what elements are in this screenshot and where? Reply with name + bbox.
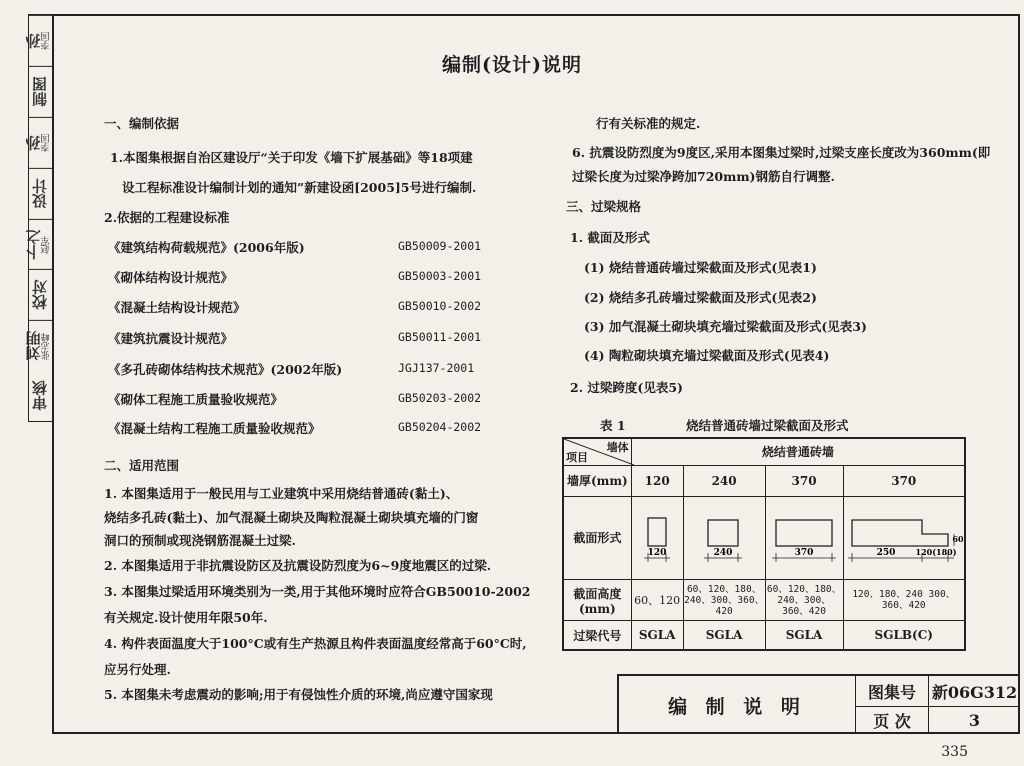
standard-name: 《砌体工程施工质量验收规范》 xyxy=(108,392,284,407)
atlas-label: 图集号 xyxy=(856,676,929,707)
standard-name: 《建筑抗震设计规范》 xyxy=(108,331,234,346)
section-shape-cell xyxy=(683,496,765,579)
thickness-cell: 370 xyxy=(843,465,965,496)
height-cell: 60、120、180、240、300、360、420 xyxy=(683,579,765,621)
s2-line: 3. 本图集过梁适用环境类别为一类,用于其他环境时应符合GB50010-2002 xyxy=(104,584,531,599)
section-shape-cell xyxy=(765,496,843,579)
lintel-spec-table xyxy=(562,437,966,651)
group-header: 烧结普通砖墙 xyxy=(631,438,965,465)
s2-line: 4. 构件表面温度大于100°C或有生产热源且构件表面温度经常高于60°C时, xyxy=(104,636,527,651)
r-line: 行有关标准的规定. xyxy=(596,116,701,131)
table-caption: 烧结普通砖墙过梁截面及形式 xyxy=(686,418,849,433)
page-number: 335 xyxy=(941,744,968,760)
sign-cell-7: 刘明 张志峰 xyxy=(29,320,52,371)
standard-code: GB50009-2001 xyxy=(398,239,482,253)
dim-label: 370 xyxy=(794,548,814,559)
dim-label: 240 xyxy=(713,548,733,559)
dim-label: 250 xyxy=(876,548,896,559)
r-line: (3) 加气混凝土砌块填充墙过梁截面及形式(见表3) xyxy=(584,319,867,334)
r-line: 6. 抗震设防烈度为9度区,采用本图集过梁时,过梁支座长度改为360mm(即 xyxy=(572,145,991,160)
code-cell: SGLA xyxy=(683,621,765,650)
table-caption-no: 表 1 xyxy=(600,418,626,433)
section-rect-120 xyxy=(632,498,682,574)
atlas-value: 新06G312 xyxy=(929,676,1020,707)
dim-label: 120 xyxy=(647,548,667,559)
row-label-height: 截面高度(mm) xyxy=(563,579,631,621)
s1-p2: 2.依据的工程建设标准 xyxy=(104,210,230,225)
s2-line: 烧结多孔砖(黏土)、加气混凝土砌块及陶粒混凝土砌块填充墙的门窗 xyxy=(104,510,479,525)
sign-cell-8: 审核 xyxy=(31,381,49,412)
page-value: 3 xyxy=(968,711,981,730)
height-cell: 60、120 xyxy=(631,579,683,621)
height-cell: 120、180、240 300、360、420 xyxy=(843,579,965,621)
standard-code: GB50203-2002 xyxy=(398,391,482,405)
section-rect-240 xyxy=(684,498,764,574)
page-title: 编制(设计)说明 xyxy=(442,54,582,76)
r-line: 过梁长度为过梁净跨加720mm)钢筋自行调整. xyxy=(572,169,835,184)
corner-top-label: 墙体 xyxy=(606,441,629,454)
standard-name: 《建筑结构荷载规范》(2006年版) xyxy=(108,240,305,255)
r-line: (1) 烧结普通砖墙过梁截面及形式(见表1) xyxy=(584,260,817,275)
code-cell: SGLA xyxy=(631,621,683,650)
section-shape-cell xyxy=(843,496,965,579)
page-label: 页 次 xyxy=(856,707,929,734)
code-cell: SGLB(C) xyxy=(843,621,965,650)
r-line: 1. 截面及形式 xyxy=(570,230,650,245)
section-3-heading: 三、过梁规格 xyxy=(566,199,642,214)
r-line: (2) 烧结多孔砖墙过梁截面及形式(见表2) xyxy=(584,290,817,305)
section-2-heading: 二、适用范围 xyxy=(104,458,180,473)
s2-line: 有关规定.设计使用年限50年. xyxy=(104,610,268,625)
s2-line: 洞口的预制或现浇钢筋混凝土过梁. xyxy=(104,533,296,548)
dim-label: 60 xyxy=(952,534,964,545)
code-cell: SGLA xyxy=(765,621,843,650)
row-label-code: 过梁代号 xyxy=(563,621,631,650)
s1-p1-line1: 1.本图集根据自治区建设厅“关于印发《墙下扩展基础》等18项建 xyxy=(110,150,473,165)
dim-label: 120(180) xyxy=(915,547,957,558)
s2-line: 2. 本图集适用于非抗震设防区及抗震设防烈度为6~9度地震区的过梁. xyxy=(104,558,492,573)
thickness-cell: 240 xyxy=(683,465,765,496)
s2-line: 应另行处理. xyxy=(104,662,171,677)
title-block xyxy=(617,674,1020,734)
standard-code: GB50011-2001 xyxy=(398,330,482,344)
standard-code: GB50010-2002 xyxy=(398,299,482,313)
sign-cell-2: 制图 xyxy=(29,66,52,117)
row-label-section: 截面形式 xyxy=(563,496,631,579)
standard-code: GB50204-2002 xyxy=(398,420,482,434)
r-line: 2. 过梁跨度(见表5) xyxy=(570,380,683,395)
sign-cell-4: 设计 xyxy=(29,168,52,219)
s1-p1-line2: 设工程标准设计编制计划的通知”新建设函[2005]5号进行编制. xyxy=(122,180,477,195)
standard-name: 《多孔砖砌体结构技术规范》(2002年版) xyxy=(108,362,343,377)
sign-cell-3: 孙 李国 xyxy=(29,117,52,168)
table-corner-cell xyxy=(563,438,631,465)
thickness-cell: 120 xyxy=(631,465,683,496)
standard-code: GB50003-2001 xyxy=(398,269,482,283)
standard-name: 《砌体结构设计规范》 xyxy=(108,270,234,285)
title-block-name: 编 制 说 明 xyxy=(619,676,856,734)
section-rect-370 xyxy=(766,498,842,574)
thickness-cell: 370 xyxy=(765,465,843,496)
standard-name: 《混凝土结构设计规范》 xyxy=(108,300,246,315)
row-label-thickness: 墙厚(mm) xyxy=(563,465,631,496)
sign-cell-1: 孙 李国 xyxy=(29,15,52,66)
sign-cell-5: 卜之 赵军 xyxy=(29,219,52,270)
sign-cell-6: 校对 xyxy=(29,269,52,320)
standard-code: JGJ137-2001 xyxy=(398,361,475,375)
section-shape-cell xyxy=(631,496,683,579)
s2-line: 5. 本图集未考虑震动的影响;用于有侵蚀性介质的环境,尚应遵守国家现 xyxy=(104,687,493,702)
section-l-370 xyxy=(844,498,964,574)
corner-bottom-label: 项目 xyxy=(566,450,588,464)
section-1-heading: 一、编制依据 xyxy=(104,116,180,131)
height-cell: 60、120、180、240、300、360、420 xyxy=(765,579,843,621)
r-line: (4) 陶粒砌块填充墙过梁截面及形式(见表4) xyxy=(584,348,830,363)
standard-name: 《混凝土结构工程施工质量验收规范》 xyxy=(108,421,321,436)
s2-line: 1. 本图集适用于一般民用与工业建筑中采用烧结普通砖(黏土)、 xyxy=(104,486,459,501)
